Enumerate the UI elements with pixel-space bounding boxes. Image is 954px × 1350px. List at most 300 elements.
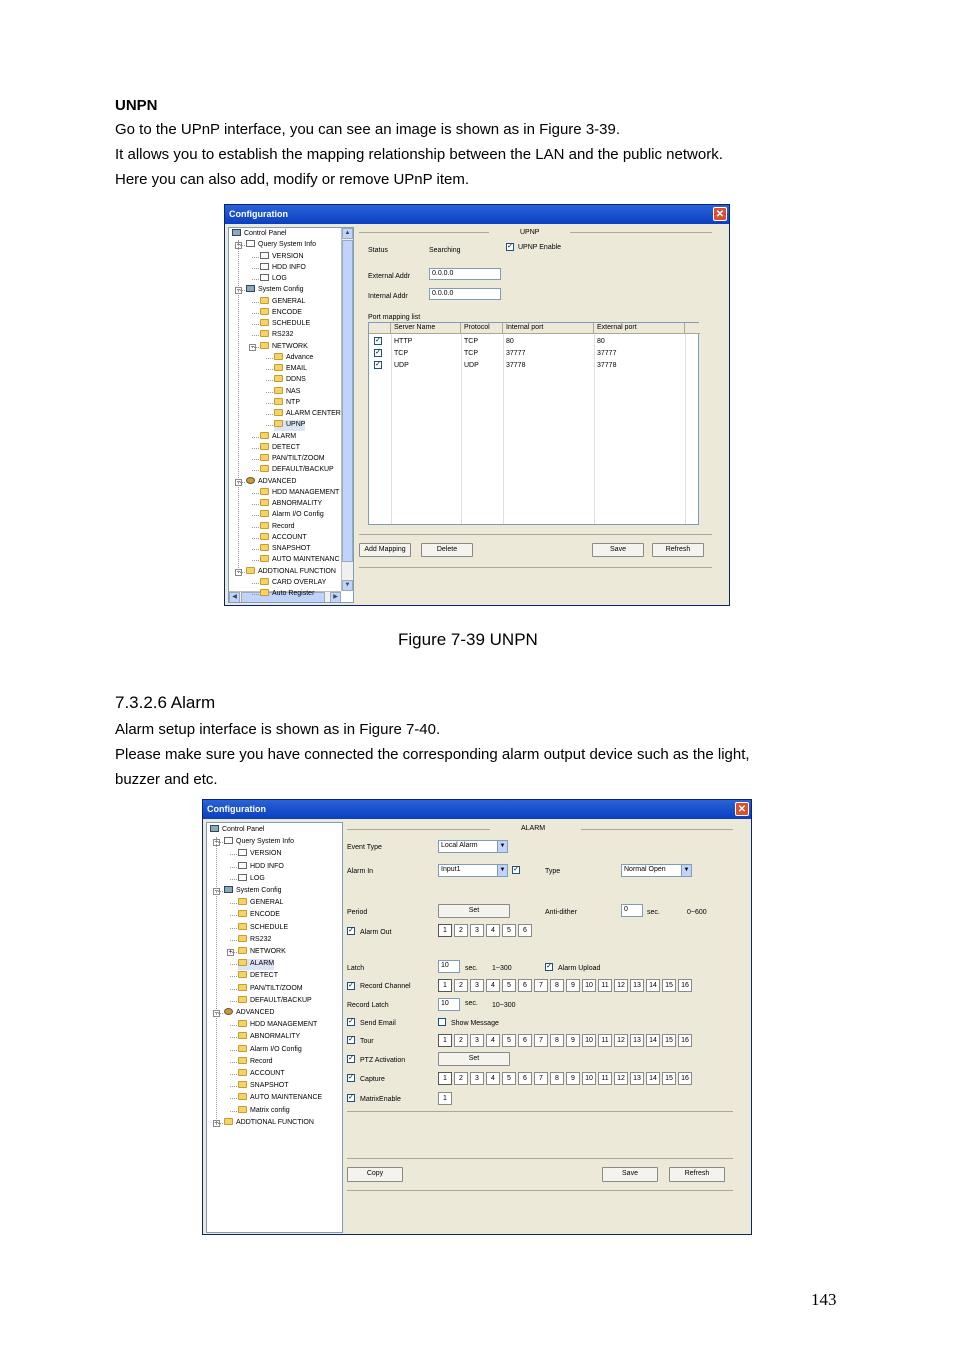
tour-channel[interactable]: 10 bbox=[582, 1034, 596, 1047]
tree-item[interactable] bbox=[246, 240, 316, 251]
tour-label: Tour bbox=[360, 1038, 374, 1045]
tree-connector bbox=[230, 903, 237, 904]
matrix-enable-channel[interactable]: 1 bbox=[438, 1092, 452, 1105]
folder-icon bbox=[238, 1069, 247, 1076]
row-checkbox[interactable]: ✓ bbox=[375, 349, 381, 356]
paragraph-line: buzzer and etc. bbox=[115, 771, 218, 788]
tree-connector bbox=[230, 940, 237, 941]
tree-item[interactable] bbox=[274, 420, 305, 431]
tree-item-label: ACCOUNT bbox=[272, 533, 307, 541]
tree-item[interactable] bbox=[274, 375, 306, 386]
folder-icon bbox=[260, 533, 269, 540]
event-type-select[interactable] bbox=[438, 840, 508, 853]
capture-channel[interactable]: 2 bbox=[454, 1072, 468, 1085]
show-message-label: Show Message bbox=[451, 1020, 499, 1027]
paragraph-line: It allows you to establish the mapping relationship between the LAN and the public network. bbox=[115, 146, 723, 163]
tree-item[interactable] bbox=[260, 443, 300, 454]
group-divider bbox=[347, 1158, 733, 1159]
capture-channel[interactable]: 10 bbox=[582, 1072, 596, 1085]
tree-item[interactable] bbox=[274, 398, 300, 409]
tree-item-label: Record bbox=[250, 1057, 273, 1065]
capture-channel[interactable]: 3 bbox=[470, 1072, 484, 1085]
document-icon bbox=[224, 837, 233, 844]
table-header-filler bbox=[685, 323, 700, 334]
tree-connector bbox=[266, 392, 273, 393]
tree-item[interactable] bbox=[260, 263, 306, 274]
close-icon[interactable]: ✕ bbox=[735, 802, 749, 816]
toggle-symbol-icon: − bbox=[250, 343, 255, 351]
tree-item[interactable] bbox=[260, 308, 302, 319]
ptz-set-button[interactable]: Set bbox=[438, 1052, 510, 1066]
tree-item-label: ABNORMALITY bbox=[250, 1033, 301, 1041]
record-channel[interactable]: 9 bbox=[566, 979, 580, 992]
tree-connector bbox=[266, 425, 273, 426]
scroll-right-icon[interactable]: ▶ bbox=[330, 592, 341, 603]
table-cell: 37777 bbox=[506, 350, 526, 357]
capture-channel[interactable]: 9 bbox=[566, 1072, 580, 1085]
tour-channel[interactable]: 7 bbox=[534, 1034, 548, 1047]
capture-channel[interactable]: 16 bbox=[678, 1072, 692, 1085]
tree-item[interactable] bbox=[238, 1081, 289, 1092]
capture-label: Capture bbox=[360, 1076, 385, 1083]
tree-item[interactable] bbox=[238, 849, 282, 860]
tree-item[interactable] bbox=[238, 1093, 322, 1104]
record-channel[interactable]: 5 bbox=[502, 979, 516, 992]
save-button[interactable]: Save bbox=[592, 543, 644, 557]
delete-button[interactable]: Delete bbox=[421, 543, 473, 557]
tree-item-label: HDD INFO bbox=[250, 862, 284, 870]
tree-connector bbox=[252, 302, 259, 303]
tree-item[interactable] bbox=[238, 959, 274, 970]
tree-item-label: NAS bbox=[286, 387, 301, 395]
section-heading-unpn: UNPN bbox=[115, 97, 158, 114]
tree-connector bbox=[230, 1098, 237, 1099]
document-icon bbox=[238, 862, 247, 869]
chevron-down-icon: ▼ bbox=[497, 865, 507, 876]
tree-item[interactable] bbox=[238, 1032, 300, 1043]
tree-item-label: LOG bbox=[272, 275, 287, 282]
tour-channel[interactable]: 2 bbox=[454, 1034, 468, 1047]
record-channel[interactable]: 15 bbox=[662, 979, 676, 992]
internal-addr-label: Internal Addr bbox=[368, 293, 408, 300]
record-channel[interactable]: 3 bbox=[470, 979, 484, 992]
tree-item[interactable] bbox=[246, 567, 336, 578]
tree-item[interactable] bbox=[238, 935, 271, 946]
tree-connector bbox=[252, 459, 259, 460]
tree-item[interactable] bbox=[238, 996, 312, 1007]
ptz-activation-checkbox[interactable]: ✓ bbox=[348, 1055, 354, 1062]
section-heading-alarm: 7.3.2.6 Alarm bbox=[115, 693, 216, 712]
tour-channel[interactable]: 9 bbox=[566, 1034, 580, 1047]
folder-icon bbox=[260, 465, 269, 472]
capture-channel[interactable]: 1 bbox=[438, 1072, 452, 1085]
capture-channel[interactable]: 6 bbox=[518, 1072, 532, 1085]
tree-item-label: NETWORK bbox=[272, 342, 308, 350]
window-title: Configuration bbox=[229, 209, 288, 219]
capture-channel[interactable]: 8 bbox=[550, 1072, 564, 1085]
tree-item[interactable] bbox=[238, 898, 283, 909]
record-channel[interactable]: 8 bbox=[550, 979, 564, 992]
folder-icon bbox=[260, 342, 269, 349]
folder-icon bbox=[274, 353, 283, 360]
tree-item[interactable] bbox=[260, 589, 314, 600]
toggle-symbol-icon: − bbox=[236, 568, 241, 576]
tree-item[interactable] bbox=[224, 1008, 274, 1019]
upnp-enable-label: UPNP Enable bbox=[518, 244, 562, 251]
record-channel-label: Record Channel bbox=[360, 983, 411, 990]
tree-item-label: ADDTIONAL FUNCTION bbox=[258, 567, 336, 575]
group-divider bbox=[347, 829, 490, 830]
external-addr-field[interactable]: 0.0.0.0 bbox=[429, 268, 501, 280]
period-label: Period bbox=[347, 909, 368, 916]
settings-icon bbox=[246, 477, 255, 484]
alarm-out-checkbox[interactable]: ✓ bbox=[348, 927, 354, 934]
capture-channel[interactable]: 15 bbox=[662, 1072, 676, 1085]
tree-item-label: SCHEDULE bbox=[272, 320, 311, 327]
record-channel[interactable]: 6 bbox=[518, 979, 532, 992]
tree-connector bbox=[230, 964, 237, 965]
record-channel[interactable]: 11 bbox=[598, 979, 612, 992]
tree-item[interactable] bbox=[260, 274, 287, 285]
folder-icon bbox=[260, 308, 269, 315]
tree-item[interactable] bbox=[238, 947, 286, 958]
type-select[interactable] bbox=[621, 864, 692, 877]
alarm-out-channel[interactable]: 1 bbox=[438, 924, 452, 937]
figure-caption: Figure 7-39 UNPN bbox=[398, 630, 538, 649]
record-channel[interactable]: 13 bbox=[630, 979, 644, 992]
matrix-enable-checkbox[interactable]: ✓ bbox=[348, 1094, 354, 1101]
folder-icon bbox=[274, 387, 283, 394]
tree-item[interactable] bbox=[260, 342, 308, 353]
tree-item-label: GENERAL bbox=[272, 297, 306, 305]
group-divider bbox=[359, 232, 489, 233]
table-cell: 80 bbox=[597, 338, 605, 345]
capture-channel[interactable]: 5 bbox=[502, 1072, 516, 1085]
folder-icon bbox=[260, 522, 269, 529]
tour-channel[interactable]: 11 bbox=[598, 1034, 612, 1047]
tree-item[interactable] bbox=[238, 1045, 302, 1056]
table-header-internal-port[interactable]: Internal port bbox=[503, 323, 594, 334]
tree-item[interactable] bbox=[260, 522, 295, 533]
toggle-symbol-icon: − bbox=[236, 287, 241, 295]
tree-item[interactable] bbox=[274, 353, 313, 364]
tree-item-label: DEFAULT/BACKUP bbox=[272, 466, 334, 474]
tree-item[interactable] bbox=[260, 555, 340, 566]
tree-item-label: ALARM bbox=[250, 960, 275, 968]
table-header-external-port[interactable]: External port bbox=[594, 323, 685, 334]
tree-item[interactable] bbox=[274, 364, 307, 375]
anti-dither-field[interactable]: 0 bbox=[621, 904, 643, 917]
latch-sec-label: sec. bbox=[465, 965, 478, 972]
tree-connector bbox=[230, 854, 237, 855]
tree-item[interactable] bbox=[260, 499, 322, 510]
table-header-checkbox bbox=[369, 323, 391, 334]
tree-item[interactable] bbox=[260, 544, 311, 555]
capture-channel[interactable]: 4 bbox=[486, 1072, 500, 1085]
tree-connector bbox=[252, 324, 259, 325]
alarm-out-channel[interactable]: 4 bbox=[486, 924, 500, 937]
tour-channel[interactable]: 6 bbox=[518, 1034, 532, 1047]
tree-item-label: Query System Info bbox=[258, 241, 316, 249]
table-cell: 37777 bbox=[597, 350, 617, 357]
tree-item-label: PAN/TILT/ZOOM bbox=[250, 984, 303, 992]
tour-channel[interactable]: 13 bbox=[630, 1034, 644, 1047]
tree-vertical-scrollbar[interactable] bbox=[341, 228, 353, 591]
tree-item[interactable] bbox=[260, 465, 334, 476]
alarm-config-window bbox=[202, 799, 752, 1235]
save-button[interactable]: Save bbox=[602, 1167, 658, 1182]
table-header-server-name[interactable]: Server Name bbox=[391, 323, 461, 334]
tree-item-label: HDD MANAGEMENT bbox=[272, 488, 340, 496]
capture-channel[interactable]: 12 bbox=[614, 1072, 628, 1085]
tree-connector bbox=[230, 867, 237, 868]
tour-checkbox[interactable]: ✓ bbox=[348, 1036, 354, 1043]
tour-channel[interactable]: 15 bbox=[662, 1034, 676, 1047]
tree-item-label: ENCODE bbox=[250, 911, 280, 919]
tree-connector bbox=[252, 347, 259, 348]
table-cell: UDP bbox=[464, 362, 479, 369]
table-header-protocol[interactable]: Protocol bbox=[461, 323, 503, 334]
chevron-down-icon: ▼ bbox=[681, 865, 691, 876]
tree-item[interactable] bbox=[238, 874, 265, 885]
record-channel[interactable]: 10 bbox=[582, 979, 596, 992]
record-latch-sec-label: sec. bbox=[465, 1000, 478, 1007]
send-email-label: Send Email bbox=[360, 1020, 396, 1027]
tree-item-label: LOG bbox=[250, 874, 265, 882]
group-divider bbox=[347, 1111, 733, 1112]
record-channel[interactable]: 16 bbox=[678, 979, 692, 992]
tree-connector bbox=[252, 257, 259, 258]
add-mapping-button[interactable]: Add Mapping bbox=[359, 543, 411, 557]
folder-icon bbox=[238, 1020, 247, 1027]
tree-item[interactable] bbox=[238, 1106, 290, 1117]
group-title: UPNP bbox=[520, 229, 540, 236]
tour-channel[interactable]: 4 bbox=[486, 1034, 500, 1047]
latch-range: 1~300 bbox=[492, 965, 512, 972]
type-label: Type bbox=[545, 868, 561, 875]
tree-item-label: Advance bbox=[286, 353, 314, 361]
capture-channel[interactable]: 14 bbox=[646, 1072, 660, 1085]
chevron-down-icon: ▼ bbox=[497, 841, 507, 852]
status-value: Searching bbox=[429, 247, 461, 254]
anti-dither-label: Anti-dither bbox=[545, 909, 577, 916]
folder-icon bbox=[238, 1045, 247, 1052]
folder-icon bbox=[238, 1093, 247, 1100]
tree-connector bbox=[216, 1013, 223, 1014]
tree-connector bbox=[252, 493, 259, 494]
tree-item[interactable] bbox=[224, 1118, 314, 1129]
tree-item-label: System Config bbox=[258, 286, 304, 294]
latch-label: Latch bbox=[347, 965, 365, 972]
refresh-button[interactable]: Refresh bbox=[652, 543, 704, 557]
tour-channel[interactable]: 14 bbox=[646, 1034, 660, 1047]
tree-connector bbox=[252, 313, 259, 314]
tree-item-label: Auto Register bbox=[272, 590, 315, 597]
tree-item[interactable] bbox=[238, 1020, 317, 1031]
tree-item-label: ADVANCED bbox=[236, 1009, 275, 1016]
tree-connector bbox=[230, 928, 237, 929]
scroll-left-icon[interactable]: ◀ bbox=[229, 592, 240, 603]
tree-connector bbox=[230, 976, 237, 977]
record-channel[interactable]: 14 bbox=[646, 979, 660, 992]
folder-icon bbox=[274, 420, 283, 427]
tree-item-label: HDD MANAGEMENT bbox=[250, 1021, 318, 1029]
tree-item[interactable] bbox=[260, 533, 307, 544]
tour-channel[interactable]: 3 bbox=[470, 1034, 484, 1047]
tree-item-label: DETECT bbox=[272, 443, 300, 451]
record-channel[interactable]: 4 bbox=[486, 979, 500, 992]
scroll-up-icon[interactable]: ▲ bbox=[342, 228, 353, 239]
tree-item[interactable] bbox=[260, 454, 325, 465]
folder-icon bbox=[260, 443, 269, 450]
tree-connector bbox=[238, 290, 245, 291]
alarm-out-channel[interactable]: 3 bbox=[470, 924, 484, 937]
tree-item[interactable] bbox=[260, 510, 324, 521]
close-icon[interactable]: ✕ bbox=[713, 207, 727, 221]
tree-item[interactable] bbox=[260, 330, 293, 341]
tree-connector bbox=[252, 549, 259, 550]
tree-item[interactable] bbox=[238, 971, 278, 982]
tree-item[interactable] bbox=[238, 910, 280, 921]
capture-checkbox[interactable]: ✓ bbox=[348, 1074, 354, 1081]
tree-item[interactable] bbox=[260, 488, 339, 499]
tree-item[interactable] bbox=[260, 252, 304, 263]
latch-field[interactable]: 10 bbox=[438, 960, 460, 973]
show-message-checkbox[interactable] bbox=[438, 1018, 446, 1026]
tree-item[interactable] bbox=[232, 229, 286, 240]
record-channel[interactable]: 7 bbox=[534, 979, 548, 992]
folder-icon bbox=[238, 996, 247, 1003]
tree-item-label: EMAIL bbox=[286, 365, 308, 372]
tree-item[interactable] bbox=[246, 477, 296, 488]
tree-item[interactable] bbox=[238, 923, 288, 934]
scroll-down-icon[interactable]: ▼ bbox=[342, 580, 353, 591]
period-set-button[interactable]: Set bbox=[438, 904, 510, 918]
tree-item[interactable] bbox=[238, 984, 303, 995]
tree-connector bbox=[230, 1062, 237, 1063]
computer-icon bbox=[246, 285, 255, 292]
row-checkbox[interactable]: ✓ bbox=[375, 337, 381, 344]
tree-item-label: Alarm I/O Config bbox=[250, 1045, 302, 1053]
folder-icon bbox=[260, 578, 269, 585]
tree-item-label: RS232 bbox=[250, 935, 272, 943]
folder-icon bbox=[238, 971, 247, 978]
upnp-enable-checkbox[interactable]: ✓ bbox=[507, 243, 513, 250]
folder-icon bbox=[260, 432, 269, 439]
row-checkbox[interactable]: ✓ bbox=[375, 361, 381, 368]
send-email-checkbox[interactable]: ✓ bbox=[348, 1018, 354, 1025]
settings-icon bbox=[224, 1008, 233, 1015]
external-addr-label: External Addr bbox=[368, 273, 411, 280]
folder-icon bbox=[224, 1118, 233, 1125]
tour-channel[interactable]: 12 bbox=[614, 1034, 628, 1047]
document-icon bbox=[260, 252, 269, 259]
alarm-out-label: Alarm Out bbox=[360, 929, 392, 936]
tree-connector bbox=[216, 842, 223, 843]
group-divider bbox=[359, 567, 712, 568]
tree-item[interactable] bbox=[224, 837, 294, 848]
alarm-in-enable-checkbox[interactable]: ✓ bbox=[513, 866, 519, 873]
record-channel[interactable]: 1 bbox=[438, 979, 452, 992]
tree-item-label: Control Panel bbox=[244, 230, 287, 237]
record-channel-checkbox[interactable]: ✓ bbox=[348, 982, 354, 989]
alarm-in-select[interactable] bbox=[438, 864, 508, 877]
tree-item[interactable] bbox=[260, 432, 296, 443]
tree-item[interactable] bbox=[260, 578, 326, 589]
tree-item-label: NETWORK bbox=[250, 948, 286, 955]
record-channel[interactable]: 2 bbox=[454, 979, 468, 992]
tree-item-label: ENCODE bbox=[272, 308, 302, 316]
tree-connector bbox=[252, 583, 259, 584]
tree-item-label: SNAPSHOT bbox=[272, 545, 311, 552]
tour-channel[interactable]: 16 bbox=[678, 1034, 692, 1047]
tree-item[interactable] bbox=[224, 886, 282, 897]
copy-button[interactable]: Copy bbox=[347, 1167, 403, 1182]
tree-item[interactable] bbox=[238, 862, 284, 873]
capture-channel[interactable]: 7 bbox=[534, 1072, 548, 1085]
tree-item[interactable] bbox=[210, 825, 264, 836]
capture-channel[interactable]: 13 bbox=[630, 1072, 644, 1085]
scroll-thumb[interactable] bbox=[342, 240, 353, 562]
record-latch-field[interactable]: 10 bbox=[438, 998, 460, 1011]
folder-icon bbox=[260, 454, 269, 461]
tree-item-label: SNAPSHOT bbox=[250, 1082, 289, 1090]
window-titlebar bbox=[203, 800, 751, 819]
folder-icon bbox=[260, 499, 269, 506]
port-mapping-table[interactable] bbox=[368, 322, 699, 525]
capture-channel[interactable]: 11 bbox=[598, 1072, 612, 1085]
internal-addr-field[interactable]: 0.0.0.0 bbox=[429, 288, 501, 300]
tree-connector bbox=[238, 482, 245, 483]
alarm-out-channel[interactable]: 6 bbox=[518, 924, 532, 937]
tour-channel[interactable]: 8 bbox=[550, 1034, 564, 1047]
table-cell: 37778 bbox=[597, 362, 617, 369]
refresh-button[interactable]: Refresh bbox=[669, 1167, 725, 1182]
folder-icon bbox=[238, 1106, 247, 1113]
tree-item-label: SCHEDULE bbox=[250, 923, 289, 931]
computer-icon bbox=[232, 229, 241, 236]
tree-connector bbox=[252, 268, 259, 269]
folder-icon bbox=[274, 409, 283, 416]
tour-channel[interactable]: 5 bbox=[502, 1034, 516, 1047]
alarm-out-channel[interactable]: 2 bbox=[454, 924, 468, 937]
folder-icon bbox=[238, 959, 247, 966]
config-tree-panel bbox=[206, 822, 343, 1233]
tour-channel[interactable]: 1 bbox=[438, 1034, 452, 1047]
tree-item-label: ALARM bbox=[272, 432, 297, 440]
group-title: ALARM bbox=[521, 825, 546, 832]
document-icon bbox=[260, 263, 269, 270]
tree-item-label: Alarm I/O Config bbox=[272, 511, 324, 519]
tree-connector bbox=[230, 1050, 237, 1051]
tree-item[interactable] bbox=[238, 1057, 273, 1068]
tree-item[interactable] bbox=[246, 285, 304, 296]
tree-item[interactable] bbox=[238, 1069, 285, 1080]
alarm-upload-checkbox[interactable]: ✓ bbox=[546, 963, 552, 970]
tree-item-label: ADDTIONAL FUNCTION bbox=[236, 1118, 314, 1126]
tree-item[interactable] bbox=[274, 409, 341, 420]
folder-icon bbox=[238, 935, 247, 942]
group-divider bbox=[581, 829, 733, 830]
alarm-out-channel[interactable]: 5 bbox=[502, 924, 516, 937]
tree-item[interactable] bbox=[274, 387, 300, 398]
tree-item[interactable] bbox=[260, 319, 310, 330]
tree-connector bbox=[252, 538, 259, 539]
record-channel[interactable]: 12 bbox=[614, 979, 628, 992]
tree-item[interactable] bbox=[260, 297, 305, 308]
tree-connector bbox=[266, 380, 273, 381]
tree-connector bbox=[230, 1037, 237, 1038]
